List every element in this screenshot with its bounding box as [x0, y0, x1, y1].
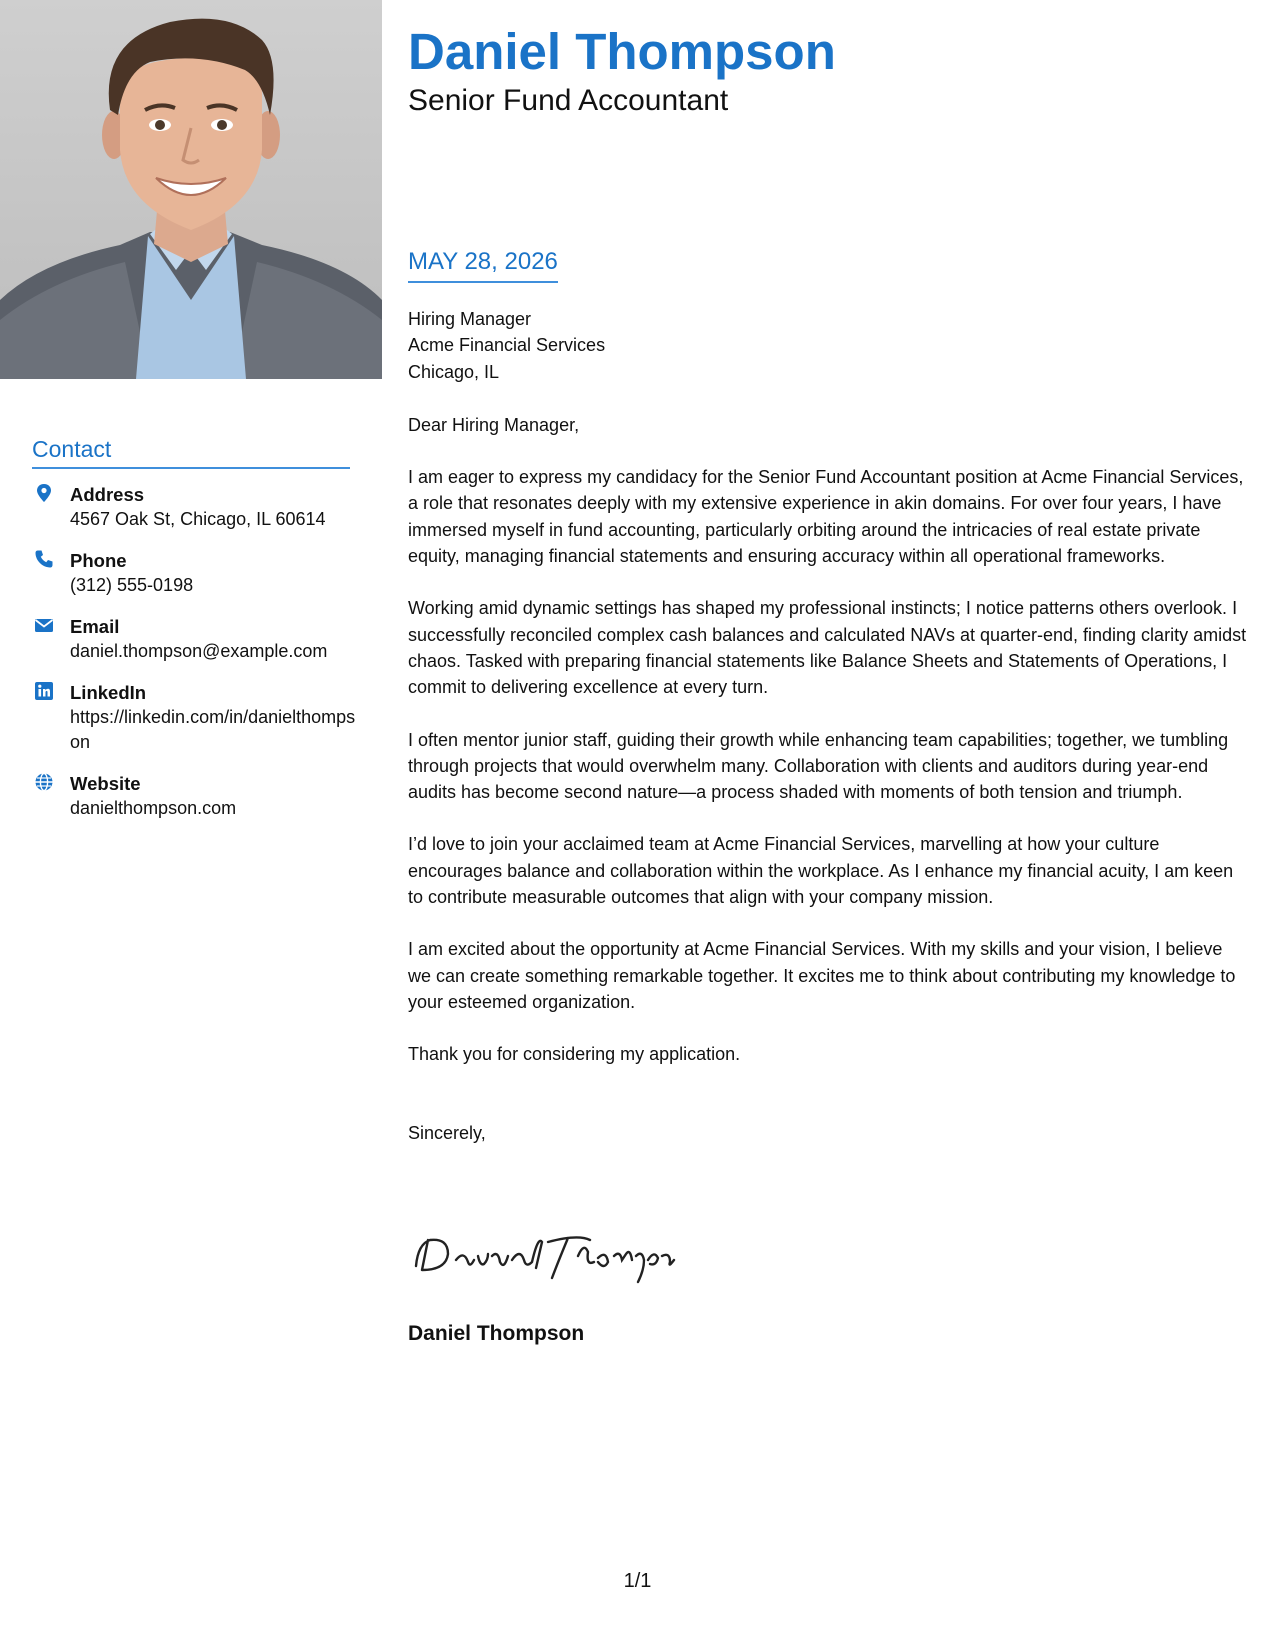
job-title: Senior Fund Accountant	[408, 84, 729, 117]
letter-date: MAY 28, 2026	[408, 248, 558, 283]
map-pin-icon	[34, 483, 54, 503]
linkedin-link[interactable]: https://linkedin.com/in/danielthompson	[70, 707, 356, 752]
signer-name: Daniel Thompson	[408, 1322, 585, 1345]
contact-list	[32, 482, 362, 837]
sidebar	[0, 0, 382, 1650]
recipient-line: Acme Financial Services	[408, 335, 606, 356]
paragraph: Working amid dynamic settings has shaped my professional instincts; I notice patterns others overlook. I successfully reconciled complex cash balances and calculated NAVs at quarter-end, finding clarity amidst chaos. Tasked with preparing financial statements like Balance Sheets and Statements of Operations, I commit to delivering excellence at every turn.	[408, 598, 1247, 698]
contact-linkedin	[32, 680, 362, 755]
contact-phone	[32, 548, 362, 598]
globe-icon	[34, 772, 54, 792]
paragraph: Thank you for considering my application.	[408, 1044, 741, 1065]
paragraph: I’d love to join your acclaimed team at Acme Financial Services, marvelling at how your culture encourages balance and collaboration within the workplace. As I enhance my financial acuity, I am keen to contribute measurable outcomes that align with your company mission.	[408, 834, 1234, 908]
recipient-line: Chicago, IL	[408, 361, 500, 382]
recipient-line: Hiring Manager	[408, 309, 532, 329]
contact-label: Phone	[70, 550, 127, 571]
contact-value: daniel.thompson@example.com	[70, 641, 328, 661]
contact-value: (312) 555-0198	[70, 575, 194, 595]
contact-website	[32, 771, 362, 821]
linkedin-icon	[34, 681, 54, 701]
closing: Sincerely,	[408, 1122, 486, 1143]
paragraph: I often mentor junior staff, guiding their growth while enhancing team capabilities; together, we tumbling through projects that would overwhelm many. Collaboration with clients and auditors during year-end audits has become second nature—a process shaded with moments of both tension and triumph.	[408, 729, 1229, 803]
letter-body	[408, 306, 1250, 1146]
contact-heading: Contact	[32, 436, 350, 469]
website-link[interactable]: danielthompson.com	[70, 798, 237, 818]
recipient-block	[408, 306, 1250, 385]
phone-icon	[34, 549, 54, 569]
contact-label: Website	[70, 773, 141, 794]
salutation: Dear Hiring Manager,	[408, 414, 580, 435]
contact-label: Email	[70, 616, 120, 637]
contact-value: 4567 Oak St, Chicago, IL 60614	[70, 509, 326, 529]
handwritten-signature	[408, 1226, 678, 1286]
contact-address	[32, 482, 362, 532]
paragraph: I am eager to express my candidacy for the Senior Fund Accountant position at Acme Financial Services, a role that resonates deeply with my extensive experience in akin domains. For over four years, I have immersed myself in fund accounting, particularly orbiting around the intricacies of real estate private equity, managing financial statements and ensuring accuracy within all operational frameworks.	[408, 467, 1244, 567]
applicant-name: Daniel Thompson	[408, 23, 836, 80]
contact-label: LinkedIn	[70, 682, 147, 703]
profile-photo	[0, 0, 382, 379]
contact-email	[32, 614, 362, 664]
email-icon	[34, 615, 54, 635]
contact-label: Address	[70, 484, 145, 505]
paragraph: I am excited about the opportunity at Acme Financial Services. With my skills and your vision, I believe we can create something remarkable together. It excites me to think about contributing my knowledge to your esteemed organization.	[408, 939, 1236, 1012]
page-number: 1/1	[623, 1570, 652, 1592]
